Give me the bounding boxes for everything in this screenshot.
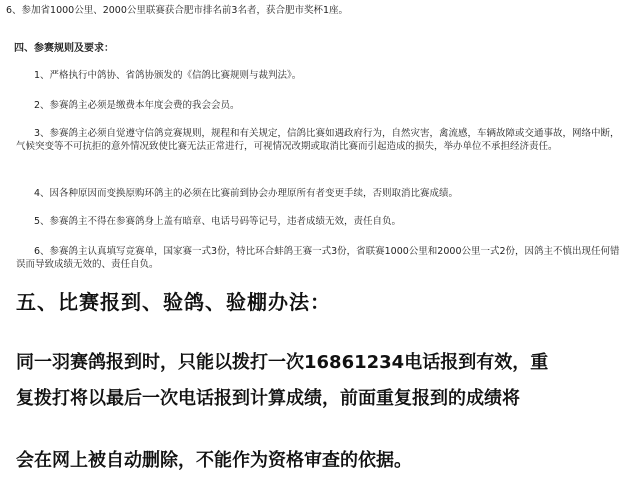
para-line-2: 复拨打将以最后一次电话报到计算成绩，前面重复报到的成绩将	[16, 388, 520, 409]
para-line-3: 会在网上被自动删除，不能作为资格审查的依据。	[16, 450, 412, 471]
prize-item-6: 6、参加省1000公里、2000公里联赛获合肥市排名前3名者，获合肥市奖杯1座。	[6, 5, 348, 16]
section-4-heading: 四、参赛规则及要求：	[14, 43, 114, 54]
rule-5: 5、参赛鸽主不得在参赛鸽身上盖有暗章、电话号码等记号，违者成绩无效，责任自负。	[34, 216, 402, 227]
rule-4: 4、因各种原因而变换原购环鸽主的必须在比赛前到协会办理原所有者变更手续，否则取消比赛成绩。	[34, 188, 459, 199]
rule-6: 6、参赛鸽主认真填写竞赛单，国家赛一式3份，特比环合蚌鸽王赛一式3份，省联赛1000公里和2000公里一式2份，因鸽主不慎出现任何错误而导致成绩无效的、责任自负。	[16, 246, 620, 270]
rule-3: 3、参赛鸽主必须自觉遵守信鸽竞赛规则，规程和有关规定，信鸽比赛如遇政府行为，自然灾害，禽流感，车辆故障或交通事故，网络中断，气候突变等不可抗拒的意外情况致使比赛无法正常进行，可视情况改期或取消比赛而引起造成的损失，举办单位不承担经济责任。	[16, 128, 620, 152]
para-line-1: 同一羽赛鸽报到时，只能以拨打一次16861234电话报到有效，重	[16, 352, 549, 373]
section-5-heading: 五、比赛报到、验鸽、验棚办法：	[16, 290, 331, 314]
rule-2: 2、参赛鸽主必须是缴费本年度会费的我会会员。	[34, 100, 240, 111]
rule-1: 1、严格执行中鸽协、省鸽协颁发的《信鸽比赛规则与裁判法》。	[34, 70, 302, 81]
